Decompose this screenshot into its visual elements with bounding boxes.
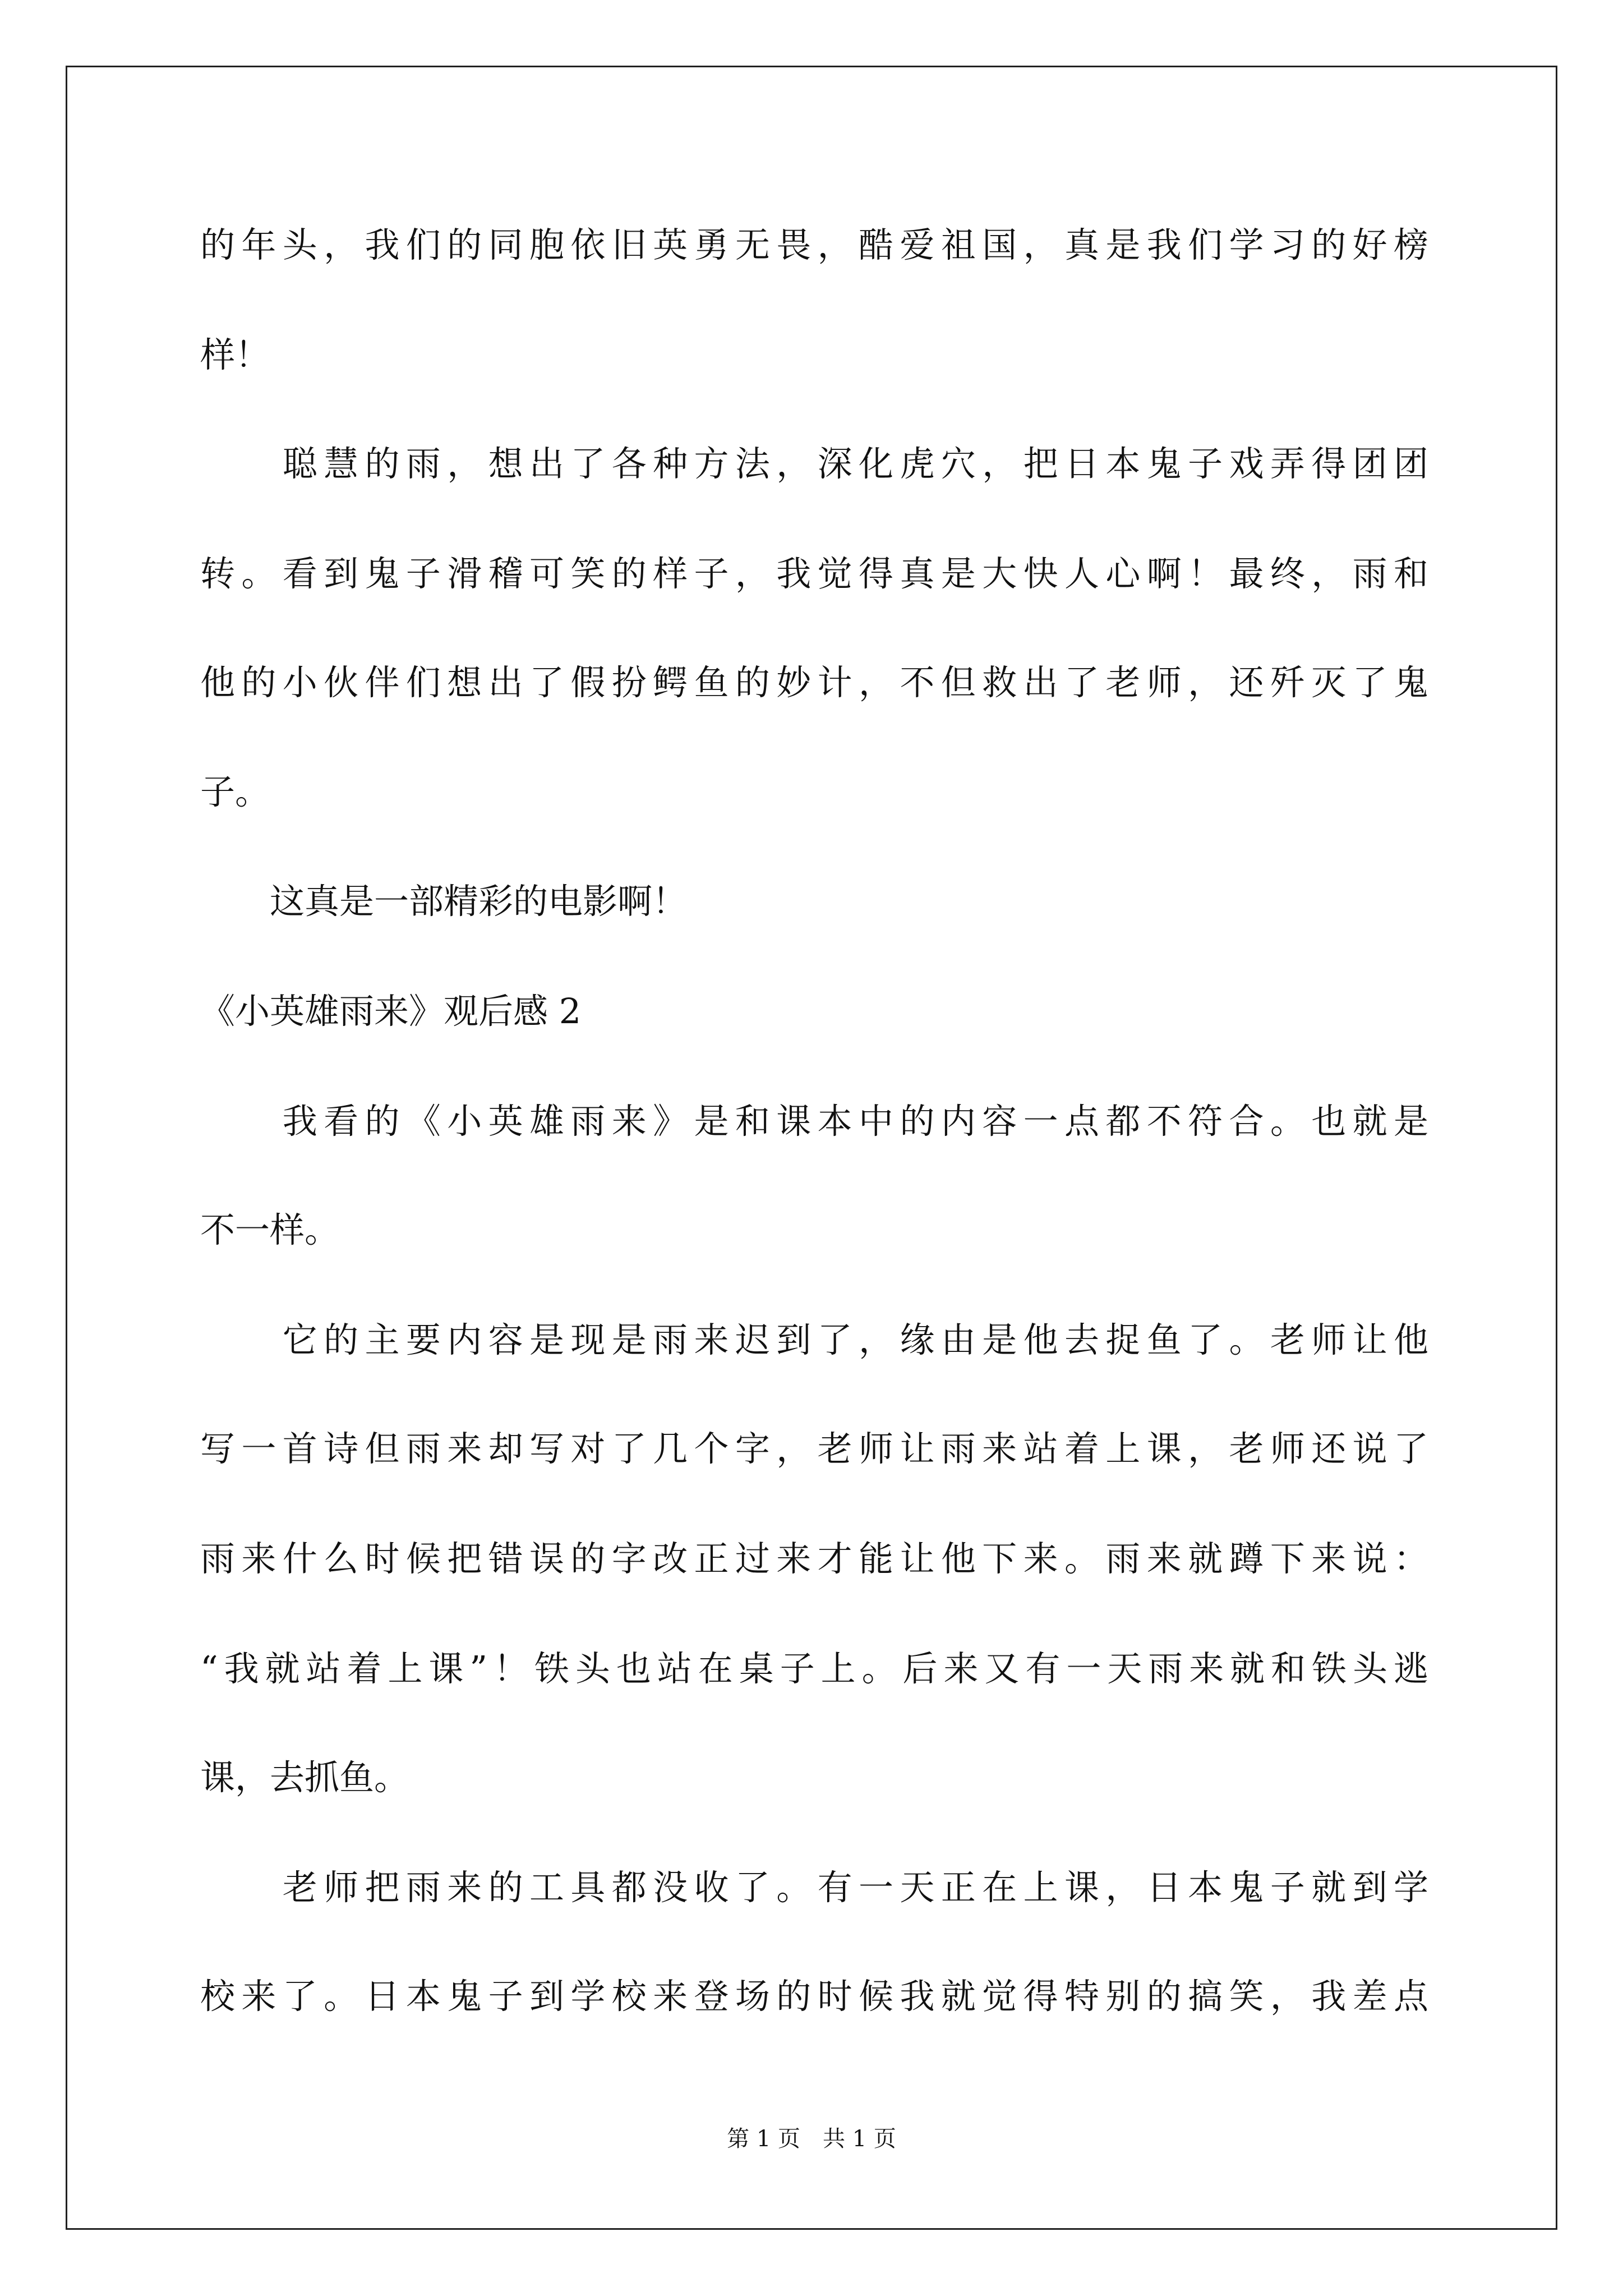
text-line: 写一首诗但雨来却写对了几个字，老师让雨来站着上课，老师还说了 <box>200 1428 1428 1469</box>
text-line: 样！ <box>200 334 270 375</box>
section-heading: 《小英雄雨来》观后感 2 <box>200 991 582 1032</box>
text-line: 课，去抓鱼。 <box>200 1757 409 1798</box>
text-line: 子。 <box>200 771 270 812</box>
text-line: 它的主要内容是现是雨来迟到了，缘由是他去捉鱼了。老师让他 <box>200 1319 1428 1360</box>
text-line: 我看的《小英雄雨来》是和课本中的内容一点都不符合。也就是 <box>200 1101 1428 1142</box>
text-line: “我就站着上课”！铁头也站在桌子上。后来又有一天雨来就和铁头逃 <box>200 1648 1428 1689</box>
text-line: 的年头，我们的同胞依旧英勇无畏，酷爱祖国，真是我们学习的好榜 <box>200 224 1428 265</box>
text-line: 校来了。日本鬼子到学校来登场的时候我就觉得特别的搞笑，我差点 <box>200 1976 1428 2017</box>
text-line: 聪慧的雨，想出了各种方法，深化虎穴，把日本鬼子戏弄得团团 <box>200 443 1428 484</box>
text-line: 不一样。 <box>200 1209 340 1250</box>
text-line: 他的小伙伴们想出了假扮鳄鱼的妙计，不但救出了老师，还歼灭了鬼 <box>200 662 1428 703</box>
text-line: 这真是一部精彩的电影啊！ <box>200 881 688 922</box>
text-line: 转。看到鬼子滑稽可笑的样子，我觉得真是大快人心啊！最终，雨和 <box>200 553 1428 594</box>
text-line: 雨来什么时候把错误的字改正过来才能让他下来。雨来就蹲下来说： <box>200 1538 1428 1579</box>
text-line: 老师把雨来的工具都没收了。有一天正在上课，日本鬼子就到学 <box>200 1867 1428 1908</box>
page-footer: 第 1 页 共 1 页 <box>727 2126 896 2152</box>
